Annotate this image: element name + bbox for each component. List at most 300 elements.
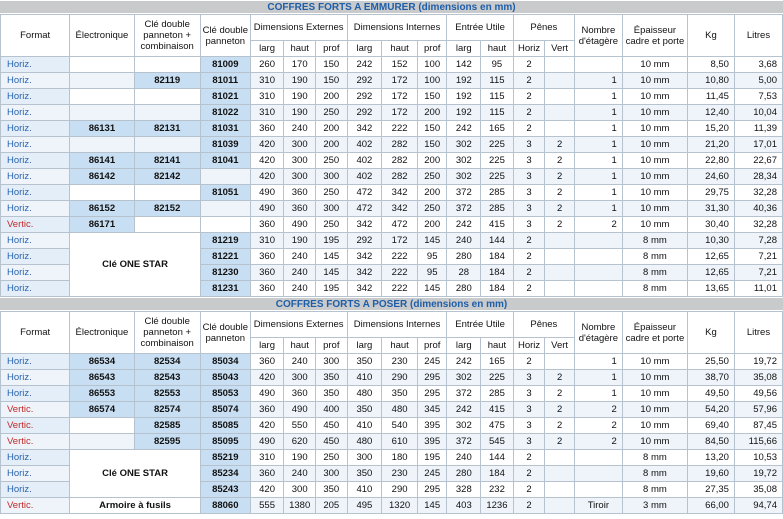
dim-ext-cell: 250 <box>315 105 347 121</box>
format-cell: Horiz. <box>1 121 70 137</box>
electronique-cell: 86141 <box>70 153 134 169</box>
litres-cell: 19,72 <box>734 466 782 482</box>
dim-int-cell: 342 <box>347 217 382 233</box>
litres-cell: 87,45 <box>734 418 782 434</box>
table-row <box>1 402 783 418</box>
litres-cell: 94,74 <box>734 498 782 514</box>
subheader: prof <box>315 41 347 57</box>
one-star-label: Clé ONE STAR <box>70 450 200 498</box>
penes-vert-cell: 2 <box>545 169 575 185</box>
dim-int-cell: 402 <box>347 137 382 153</box>
format-cell: Horiz. <box>1 370 70 386</box>
dim-ext-cell: 360 <box>250 265 284 281</box>
litres-cell: 17,01 <box>734 137 782 153</box>
etagere-cell <box>574 450 622 466</box>
kg-cell: 19,60 <box>688 466 735 482</box>
cle-combinaison-cell: 82553 <box>134 386 200 402</box>
entree-utile-cell: 115 <box>481 89 514 105</box>
format-cell: Vertic. <box>1 434 70 450</box>
cle-panneton-cell: 85034 <box>200 354 250 370</box>
dim-ext-cell: 550 <box>284 418 316 434</box>
subheader: haut <box>481 338 514 354</box>
penes-horiz-cell: 3 <box>513 169 545 185</box>
dim-int-cell: 350 <box>382 386 418 402</box>
kg-cell: 27,35 <box>688 482 735 498</box>
format-cell: Horiz. <box>1 354 70 370</box>
etagere-cell: 1 <box>574 105 622 121</box>
format-cell: Horiz. <box>1 153 70 169</box>
subheader: Vert <box>545 41 575 57</box>
dim-int-cell: 145 <box>417 281 447 297</box>
cle-panneton-cell: 85074 <box>200 402 250 418</box>
dim-ext-cell: 490 <box>250 386 284 402</box>
epaisseur-cell: 10 mm <box>622 201 687 217</box>
cle-combinaison-cell <box>134 217 200 233</box>
subheader: larg <box>347 41 382 57</box>
electronique-cell: 86152 <box>70 201 134 217</box>
dim-int-cell: 345 <box>417 402 447 418</box>
dim-ext-cell: 310 <box>250 233 284 249</box>
dim-int-cell: 222 <box>382 265 418 281</box>
penes-horiz-cell: 3 <box>513 137 545 153</box>
table-row <box>1 386 783 402</box>
litres-cell: 32,28 <box>734 217 782 233</box>
cle-panneton-cell: 85095 <box>200 434 250 450</box>
dim-ext-cell: 205 <box>315 498 347 514</box>
penes-horiz-cell: 2 <box>513 73 545 89</box>
format-cell: Horiz. <box>1 105 70 121</box>
penes-horiz-cell: 2 <box>513 105 545 121</box>
dim-ext-cell: 190 <box>284 450 316 466</box>
kg-cell: 30,40 <box>688 217 735 233</box>
dim-int-cell: 495 <box>347 498 382 514</box>
etagere-cell: 1 <box>574 89 622 105</box>
subheader: larg <box>250 338 284 354</box>
entree-utile-cell: 242 <box>447 217 481 233</box>
epaisseur-cell: 10 mm <box>622 121 687 137</box>
dim-int-cell: 395 <box>417 434 447 450</box>
penes-vert-cell <box>545 105 575 121</box>
dim-ext-cell: 240 <box>284 466 316 482</box>
cle-combinaison-cell: 82585 <box>134 418 200 434</box>
entree-utile-cell: 280 <box>447 249 481 265</box>
dim-ext-cell: 170 <box>284 57 316 73</box>
electronique-cell: 86131 <box>70 121 134 137</box>
penes-vert-cell: 2 <box>545 386 575 402</box>
header-cle-combinaison: Clé double panneton + combinaison <box>134 15 200 57</box>
penes-horiz-cell: 3 <box>513 418 545 434</box>
entree-utile-cell: 302 <box>447 370 481 386</box>
penes-horiz-cell: 3 <box>513 185 545 201</box>
dim-ext-cell: 310 <box>250 105 284 121</box>
dim-ext-cell: 620 <box>284 434 316 450</box>
dim-ext-cell: 145 <box>315 265 347 281</box>
entree-utile-cell: 285 <box>481 201 514 217</box>
table-row <box>1 498 783 514</box>
dim-ext-cell: 360 <box>250 281 284 297</box>
dim-int-cell: 150 <box>417 137 447 153</box>
dim-int-cell: 172 <box>382 233 418 249</box>
cle-combinaison-cell: 82534 <box>134 354 200 370</box>
entree-utile-cell: 142 <box>447 57 481 73</box>
epaisseur-cell: 8 mm <box>622 281 687 297</box>
dim-ext-cell: 360 <box>250 217 284 233</box>
penes-vert-cell: 2 <box>545 434 575 450</box>
cle-panneton-cell: 81230 <box>200 265 250 281</box>
epaisseur-cell: 10 mm <box>622 434 687 450</box>
kg-cell: 21,20 <box>688 137 735 153</box>
format-cell: Horiz. <box>1 185 70 201</box>
dim-ext-cell: 490 <box>250 201 284 217</box>
format-cell: Horiz. <box>1 482 70 498</box>
subheader: Horiz <box>513 41 545 57</box>
subheader: haut <box>382 41 418 57</box>
format-cell: Horiz. <box>1 73 70 89</box>
dim-int-cell: 282 <box>382 169 418 185</box>
dim-int-cell: 472 <box>347 185 382 201</box>
cle-panneton-cell: 85234 <box>200 466 250 482</box>
epaisseur-cell: 8 mm <box>622 466 687 482</box>
dim-int-cell: 342 <box>382 201 418 217</box>
penes-vert-cell <box>545 233 575 249</box>
table-row <box>1 418 783 434</box>
dim-ext-cell: 360 <box>250 121 284 137</box>
subheader: Horiz <box>513 338 545 354</box>
entree-utile-cell: 115 <box>481 73 514 89</box>
litres-cell: 40,36 <box>734 201 782 217</box>
cle-panneton-cell: 85043 <box>200 370 250 386</box>
etagere-cell: 1 <box>574 137 622 153</box>
entree-utile-cell: 372 <box>447 201 481 217</box>
entree-utile-cell: 184 <box>481 466 514 482</box>
subheader: larg <box>250 41 284 57</box>
header-penes: Pênes <box>513 15 574 41</box>
gun-cabinet-label: Armoire à fusils <box>70 498 200 514</box>
cle-combinaison-cell <box>134 89 200 105</box>
cle-combinaison-cell: 82543 <box>134 370 200 386</box>
table-row <box>1 434 783 450</box>
entree-utile-cell: 144 <box>481 233 514 249</box>
table-row <box>1 217 783 233</box>
etagere-cell <box>574 482 622 498</box>
penes-horiz-cell: 3 <box>513 370 545 386</box>
cle-panneton-cell: 81051 <box>200 185 250 201</box>
etagere-cell: 2 <box>574 418 622 434</box>
entree-utile-cell: 403 <box>447 498 481 514</box>
format-cell: Horiz. <box>1 466 70 482</box>
dim-ext-cell: 240 <box>284 265 316 281</box>
dim-ext-cell: 360 <box>250 402 284 418</box>
kg-cell: 11,45 <box>688 89 735 105</box>
header-kg: Kg <box>688 15 735 57</box>
format-cell: Vertic. <box>1 418 70 434</box>
dim-int-cell: 480 <box>382 402 418 418</box>
dim-ext-cell: 150 <box>315 73 347 89</box>
cle-combinaison-cell: 82574 <box>134 402 200 418</box>
dim-ext-cell: 420 <box>250 169 284 185</box>
dim-ext-cell: 490 <box>250 434 284 450</box>
dim-ext-cell: 360 <box>284 185 316 201</box>
table-row <box>1 57 783 73</box>
cle-combinaison-cell <box>134 185 200 201</box>
dim-int-cell: 145 <box>417 233 447 249</box>
dim-ext-cell: 150 <box>315 57 347 73</box>
epaisseur-cell: 10 mm <box>622 217 687 233</box>
penes-horiz-cell: 2 <box>513 281 545 297</box>
dim-ext-cell: 300 <box>284 153 316 169</box>
kg-cell: 13,65 <box>688 281 735 297</box>
dim-ext-cell: 200 <box>315 137 347 153</box>
dim-int-cell: 350 <box>347 354 382 370</box>
litres-cell: 10,53 <box>734 450 782 466</box>
penes-horiz-cell: 3 <box>513 386 545 402</box>
cle-combinaison-cell <box>134 105 200 121</box>
subheader: haut <box>284 338 316 354</box>
header-electronique: Électronique <box>70 312 134 354</box>
dim-ext-cell: 420 <box>250 482 284 498</box>
kg-cell: 22,80 <box>688 153 735 169</box>
format-cell: Vertic. <box>1 402 70 418</box>
table-row <box>1 89 783 105</box>
table-row <box>1 185 783 201</box>
dim-int-cell: 292 <box>347 233 382 249</box>
subheader: larg <box>447 338 481 354</box>
entree-utile-cell: 225 <box>481 370 514 386</box>
dim-int-cell: 95 <box>417 265 447 281</box>
entree-utile-cell: 285 <box>481 185 514 201</box>
kg-cell: 38,70 <box>688 370 735 386</box>
entree-utile-cell: 328 <box>447 482 481 498</box>
dim-int-cell: 480 <box>347 434 382 450</box>
dim-ext-cell: 420 <box>250 370 284 386</box>
litres-cell: 35,08 <box>734 482 782 498</box>
dim-int-cell: 150 <box>417 121 447 137</box>
dim-ext-cell: 300 <box>284 137 316 153</box>
format-cell: Horiz. <box>1 281 70 297</box>
epaisseur-cell: 8 mm <box>622 482 687 498</box>
dim-int-cell: 342 <box>347 121 382 137</box>
cle-combinaison-cell <box>134 137 200 153</box>
etagere-cell <box>574 265 622 281</box>
cle-panneton-cell: 81031 <box>200 121 250 137</box>
dim-int-cell: 292 <box>347 73 382 89</box>
format-cell: Vertic. <box>1 498 70 514</box>
dim-int-cell: 200 <box>417 105 447 121</box>
entree-utile-cell: 302 <box>447 169 481 185</box>
kg-cell: 13,20 <box>688 450 735 466</box>
table-row <box>1 201 783 217</box>
section-title: COFFRES FORTS A EMMURER (dimensions en mm) <box>0 0 783 14</box>
subheader: Vert <box>545 338 575 354</box>
epaisseur-cell: 10 mm <box>622 57 687 73</box>
kg-cell: 12,65 <box>688 265 735 281</box>
dim-int-cell: 242 <box>347 57 382 73</box>
litres-cell: 57,96 <box>734 402 782 418</box>
epaisseur-cell: 10 mm <box>622 418 687 434</box>
epaisseur-cell: 8 mm <box>622 233 687 249</box>
epaisseur-cell: 10 mm <box>622 89 687 105</box>
dim-ext-cell: 190 <box>284 233 316 249</box>
header-etagere: Nombre d'étagère <box>574 312 622 354</box>
entree-utile-cell: 165 <box>481 354 514 370</box>
entree-utile-cell: 225 <box>481 169 514 185</box>
penes-horiz-cell: 3 <box>513 434 545 450</box>
cle-combinaison-cell: 82141 <box>134 153 200 169</box>
dim-ext-cell: 300 <box>315 466 347 482</box>
subheader: larg <box>347 338 382 354</box>
etagere-cell <box>574 233 622 249</box>
cle-panneton-cell: 81219 <box>200 233 250 249</box>
epaisseur-cell: 10 mm <box>622 153 687 169</box>
dim-int-cell: 350 <box>347 402 382 418</box>
dim-int-cell: 402 <box>347 153 382 169</box>
subheader: haut <box>284 41 316 57</box>
penes-vert-cell <box>545 354 575 370</box>
dim-ext-cell: 450 <box>315 418 347 434</box>
dim-ext-cell: 350 <box>315 482 347 498</box>
safes-table <box>0 14 783 297</box>
penes-horiz-cell: 2 <box>513 354 545 370</box>
dim-ext-cell: 450 <box>315 434 347 450</box>
entree-utile-cell: 115 <box>481 105 514 121</box>
penes-horiz-cell: 2 <box>513 89 545 105</box>
epaisseur-cell: 10 mm <box>622 370 687 386</box>
dim-int-cell: 222 <box>382 249 418 265</box>
subheader: haut <box>382 338 418 354</box>
electronique-cell <box>70 73 134 89</box>
dim-int-cell: 295 <box>417 370 447 386</box>
etagere-cell <box>574 466 622 482</box>
dim-ext-cell: 190 <box>284 73 316 89</box>
section-title: COFFRES FORTS A POSER (dimensions en mm) <box>0 297 783 311</box>
penes-vert-cell: 2 <box>545 137 575 153</box>
entree-utile-cell: 184 <box>481 249 514 265</box>
kg-cell: 66,00 <box>688 498 735 514</box>
etagere-cell: 2 <box>574 402 622 418</box>
penes-vert-cell <box>545 73 575 89</box>
dim-ext-cell: 300 <box>284 169 316 185</box>
epaisseur-cell: 10 mm <box>622 73 687 89</box>
dim-ext-cell: 195 <box>315 281 347 297</box>
header-cle-panneton: Clé double panneton <box>200 312 250 354</box>
table-row <box>1 450 783 466</box>
dim-int-cell: 410 <box>347 482 382 498</box>
entree-utile-cell: 165 <box>481 121 514 137</box>
etagere-cell: 1 <box>574 73 622 89</box>
etagere-cell: 1 <box>574 386 622 402</box>
format-cell: Horiz. <box>1 233 70 249</box>
header-cle-combinaison: Clé double panneton + combinaison <box>134 312 200 354</box>
epaisseur-cell: 10 mm <box>622 185 687 201</box>
dim-int-cell: 350 <box>347 466 382 482</box>
subheader: larg <box>447 41 481 57</box>
table-row <box>1 153 783 169</box>
dim-ext-cell: 310 <box>250 450 284 466</box>
dim-ext-cell: 145 <box>315 249 347 265</box>
subheader: haut <box>481 41 514 57</box>
dim-ext-cell: 420 <box>250 153 284 169</box>
dim-int-cell: 145 <box>417 498 447 514</box>
dim-int-cell: 292 <box>347 105 382 121</box>
cle-panneton-cell: 81039 <box>200 137 250 153</box>
dim-ext-cell: 360 <box>250 249 284 265</box>
entree-utile-cell: 225 <box>481 153 514 169</box>
dim-ext-cell: 310 <box>250 89 284 105</box>
kg-cell: 69,40 <box>688 418 735 434</box>
dim-int-cell: 282 <box>382 137 418 153</box>
dim-int-cell: 342 <box>347 265 382 281</box>
dim-ext-cell: 190 <box>284 105 316 121</box>
etagere-cell: 1 <box>574 354 622 370</box>
kg-cell: 10,30 <box>688 233 735 249</box>
header-entree-utile: Entrée Utile <box>447 312 513 338</box>
epaisseur-cell: 10 mm <box>622 354 687 370</box>
dim-int-cell: 200 <box>417 153 447 169</box>
cle-panneton-cell: 81022 <box>200 105 250 121</box>
cle-combinaison-cell: 82131 <box>134 121 200 137</box>
header-litres: Litres <box>734 312 782 354</box>
cle-panneton-cell: 85085 <box>200 418 250 434</box>
cle-combinaison-cell: 82595 <box>134 434 200 450</box>
electronique-cell <box>70 418 134 434</box>
header-epaisseur: Épaisseur cadre et porte <box>622 15 687 57</box>
header-cle-panneton: Clé double panneton <box>200 15 250 57</box>
dim-int-cell: 410 <box>347 418 382 434</box>
electronique-cell: 86142 <box>70 169 134 185</box>
dim-int-cell: 95 <box>417 249 447 265</box>
cle-panneton-cell: 81231 <box>200 281 250 297</box>
dim-ext-cell: 360 <box>250 354 284 370</box>
header-etagere: Nombre d'étagère <box>574 15 622 57</box>
litres-cell: 11,01 <box>734 281 782 297</box>
dim-ext-cell: 300 <box>315 354 347 370</box>
dim-int-cell: 610 <box>382 434 418 450</box>
etagere-cell: 1 <box>574 185 622 201</box>
cle-panneton-cell: 81041 <box>200 153 250 169</box>
electronique-cell: 86543 <box>70 370 134 386</box>
header-penes: Pênes <box>513 312 574 338</box>
dim-ext-cell: 555 <box>250 498 284 514</box>
penes-vert-cell <box>545 281 575 297</box>
etagere-cell <box>574 57 622 73</box>
penes-vert-cell <box>545 450 575 466</box>
format-cell: Horiz. <box>1 386 70 402</box>
penes-vert-cell: 2 <box>545 201 575 217</box>
etagere-cell: 2 <box>574 217 622 233</box>
dim-ext-cell: 490 <box>284 402 316 418</box>
entree-utile-cell: 280 <box>447 281 481 297</box>
entree-utile-cell: 242 <box>447 121 481 137</box>
dim-int-cell: 172 <box>382 105 418 121</box>
dim-ext-cell: 190 <box>284 89 316 105</box>
penes-vert-cell: 2 <box>545 402 575 418</box>
entree-utile-cell: 415 <box>481 217 514 233</box>
format-cell: Vertic. <box>1 217 70 233</box>
kg-cell: 25,50 <box>688 354 735 370</box>
cle-panneton-cell: 81009 <box>200 57 250 73</box>
entree-utile-cell: 1236 <box>481 498 514 514</box>
entree-utile-cell: 225 <box>481 137 514 153</box>
format-cell: Horiz. <box>1 137 70 153</box>
cle-panneton-cell <box>200 217 250 233</box>
header-entree-utile: Entrée Utile <box>447 15 513 41</box>
penes-vert-cell: 2 <box>545 418 575 434</box>
epaisseur-cell: 10 mm <box>622 402 687 418</box>
entree-utile-cell: 302 <box>447 153 481 169</box>
epaisseur-cell: 8 mm <box>622 249 687 265</box>
dim-int-cell: 230 <box>382 354 418 370</box>
dim-int-cell: 1320 <box>382 498 418 514</box>
